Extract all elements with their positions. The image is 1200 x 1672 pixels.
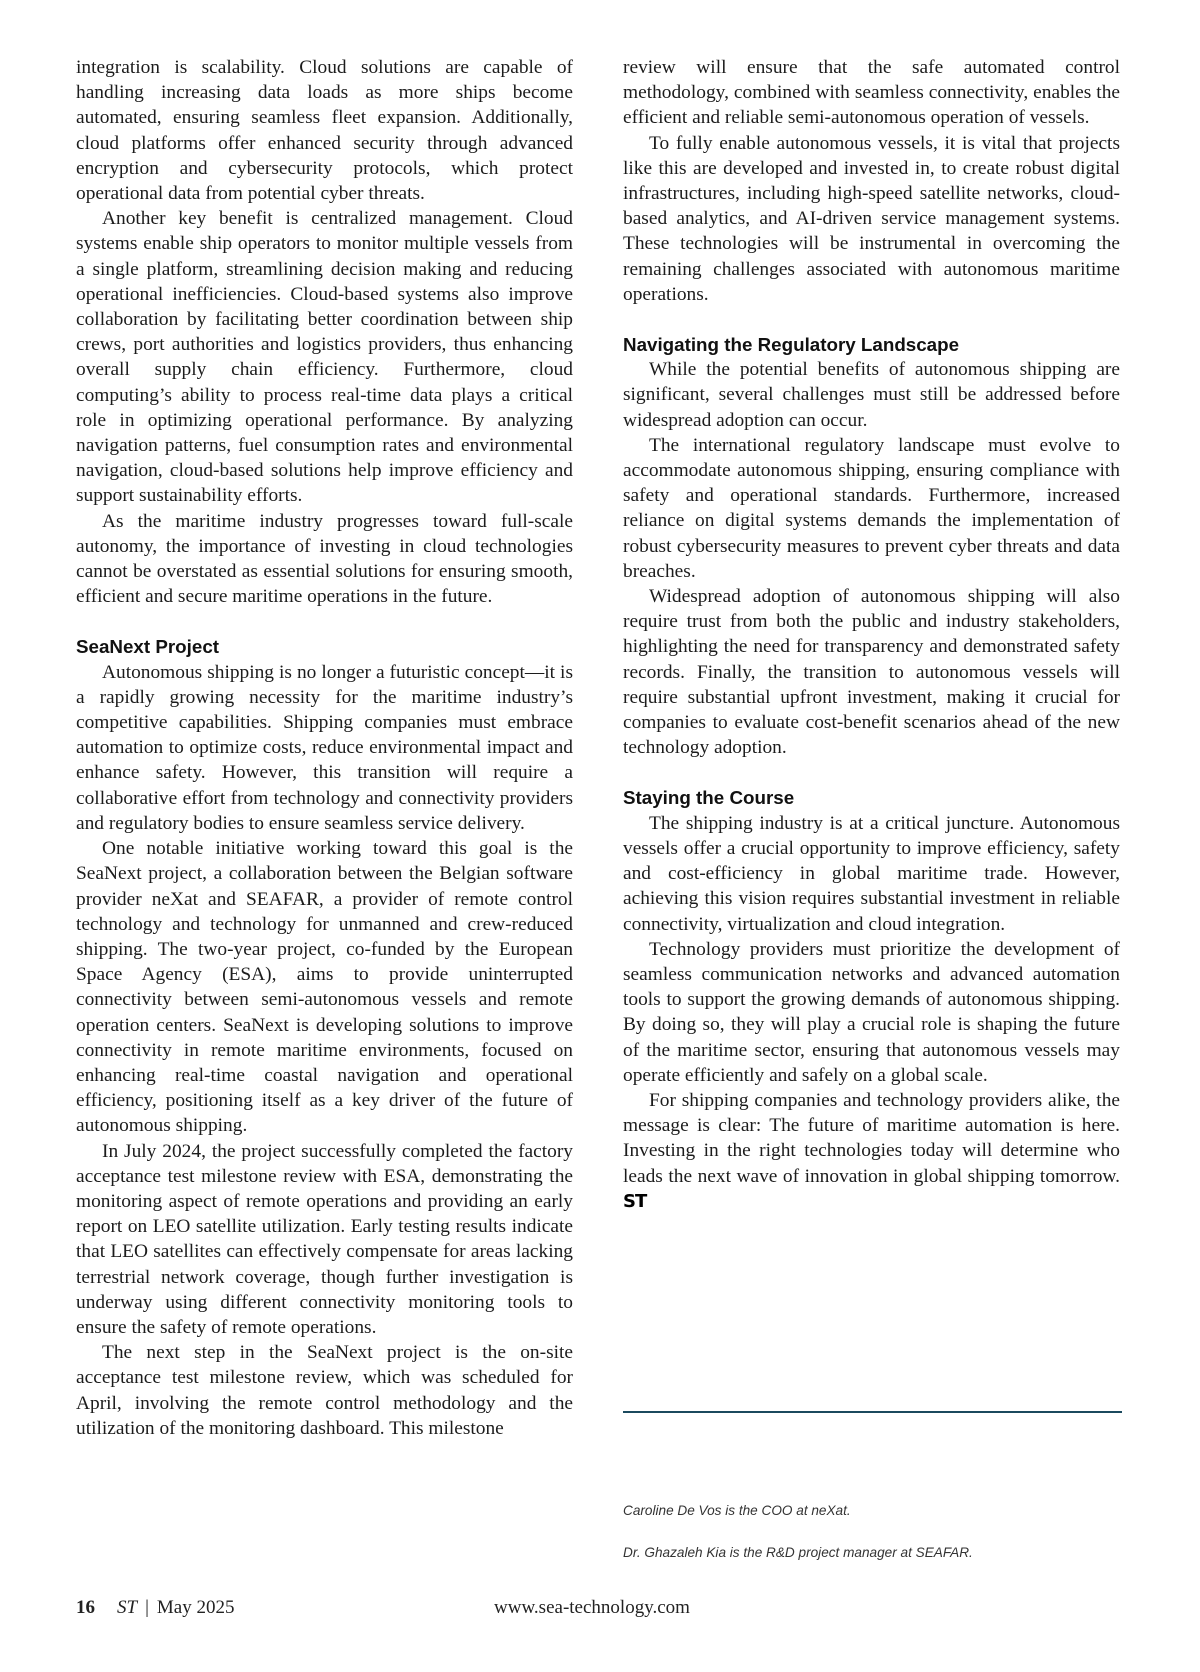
author-bio: Caroline De Vos is the COO at neXat. [623, 1503, 851, 1518]
paragraph-text: For shipping companies and technology providers alike, the message is clear: The future of maritime automation is here. Investing in the right technologies today will determine who leads the next wave of innovation in global shipping tomorrow. [623, 1089, 1120, 1187]
bio-divider [623, 1411, 1122, 1413]
paragraph: review will ensure that the safe automated control methodology, combined with seamless connectivity, enables the efficient and reliable semi-autonomous operation of vessels. [623, 57, 1120, 129]
end-of-article-mark: ST [623, 1190, 647, 1212]
paragraph: One notable initiative working toward this goal is the SeaNext project, a collaboration between the Belgian software provider neXat and SEAFAR, a provider of remote control technology and technology for unmanned and crew-reduced shipping. The two-year project, co-funded by the European Space Agency (ESA), aims to provide uninterrupted connectivity between semi-autonomous vessels and remote operation centers. SeaNext is developing solutions to improve connectivity in remote maritime environments, focused on enhancing real-time coastal navigation and operational efficiency, positioning itself as a key driver of the future of autonomous shipping. [76, 838, 573, 1137]
paragraph: To fully enable autonomous vessels, it is vital that projects like this are developed and invested in, to create robust digital infrastructures, including high-speed satellite networks, cloud-based analytics, and AI-driven service management systems. These technologies will be instrumental in overcoming the remaining challenges associated with autonomous maritime operations. [623, 132, 1120, 305]
paragraph: The shipping industry is at a critical juncture. Autonomous vessels offer a crucial opportunity to improve efficiency, safety and cost-efficiency in global maritime trade. However, achieving this vision requires substantial investment in reliable connectivity, virtualization and cloud integration. [623, 812, 1120, 935]
paragraph: As the maritime industry progresses toward full-scale autonomy, the importance of investing in cloud technologies cannot be overstated as essential solutions for ensuring smooth, efficient and secure maritime operations in the future. [76, 510, 573, 608]
paragraph: The next step in the SeaNext project is the on-site acceptance test milestone review, which was scheduled for April, involving the remote control methodology and the utilization of the monitoring dashboard. This milestone [76, 1342, 573, 1439]
paragraph: The international regulatory landscape must evolve to accommodate autonomous shipping, ensuring compliance with safety and operational standards. Furthermore, increased reliance on digital systems demands the implementation of robust cybersecurity measures to prevent cyber threats and data breaches. [623, 434, 1120, 582]
left-column [76, 55, 573, 1441]
paragraph: integration is scalability. Cloud solutions are capable of handling increasing data loads as more ships become automated, ensuring seamless fleet expansion. Additionally, cloud platforms offer enhanced security through advanced encryption and cybersecurity protocols, which protect operational data from potential cyber threats. [76, 57, 573, 205]
magazine-name: ST [117, 1597, 138, 1618]
paragraph: Widespread adoption of autonomous shipping will also require trust from both the public and industry stakeholders, highlighting the need for transparency and demonstrated safety records. Finally, the transition to autonomous vessels will require substantial upfront investment, making it crucial for companies to evaluate cost-benefit scenarios ahead of the new technology adoption. [623, 586, 1120, 759]
paragraph: In July 2024, the project successfully completed the factory acceptance test milestone review with ESA, demonstrating the monitoring aspect of remote operations and providing an early report on LEO satellite utilization. Early testing results indicate that LEO satellites can effectively compensate for areas lacking terrestrial network coverage, though further investigation is underway using different connectivity monitoring tools to ensure the safety of remote operations. [76, 1140, 573, 1338]
issue-date: May 2025 [156, 1597, 235, 1618]
paragraph: Technology providers must prioritize the development of seamless communication networks and advanced automation tools to support the growing demands of autonomous shipping. By doing so, they will play a crucial role is shaping the future of the maritime sector, ensuring that autonomous vessels may operate efficiently and safely on a global scale. [623, 938, 1120, 1086]
footer-separator: | [145, 1597, 149, 1618]
page-footer [76, 1597, 234, 1619]
author-bio: Dr. Ghazaleh Kia is the R&D project manager at SEAFAR. [623, 1545, 973, 1560]
paragraph [623, 1088, 1120, 1214]
page-number: 16 [76, 1597, 95, 1618]
section-heading-staying-the-course: Staying the Course [623, 787, 795, 809]
paragraph: Autonomous shipping is no longer a futuristic concept—it is a rapidly growing necessity for the maritime industry’s competitive capabilities. Shipping companies must embrace automation to optimize costs, reduce environmental impact and enhance safety. However, this transition will require a collaborative effort from technology and connectivity providers and regulatory bodies to ensure seamless service delivery. [76, 661, 573, 834]
section-heading-seanext: SeaNext Project [76, 636, 220, 658]
paragraph: While the potential benefits of autonomous shipping are significant, several challenges must still be addressed before widespread adoption can occur. [623, 359, 1120, 431]
paragraph: Another key benefit is centralized management. Cloud systems enable ship operators to monitor multiple vessels from a single platform, streamlining decision making and reducing operational inefficiencies. Cloud-based systems also improve collaboration by facilitating better coordination between ship crews, port authorities and logistics providers, thus enhancing overall supply chain efficiency. Furthermore, cloud computing’s ability to process real-time data plays a critical role in optimizing operational performance. By analyzing navigation patterns, fuel consumption rates and environmental navigation, cloud-based solutions help improve efficiency and support sustainability efforts. [76, 208, 573, 507]
footer-url: www.sea-technology.com [494, 1597, 690, 1618]
section-heading-regulatory: Navigating the Regulatory Landscape [623, 334, 960, 356]
right-column [623, 55, 1120, 1214]
